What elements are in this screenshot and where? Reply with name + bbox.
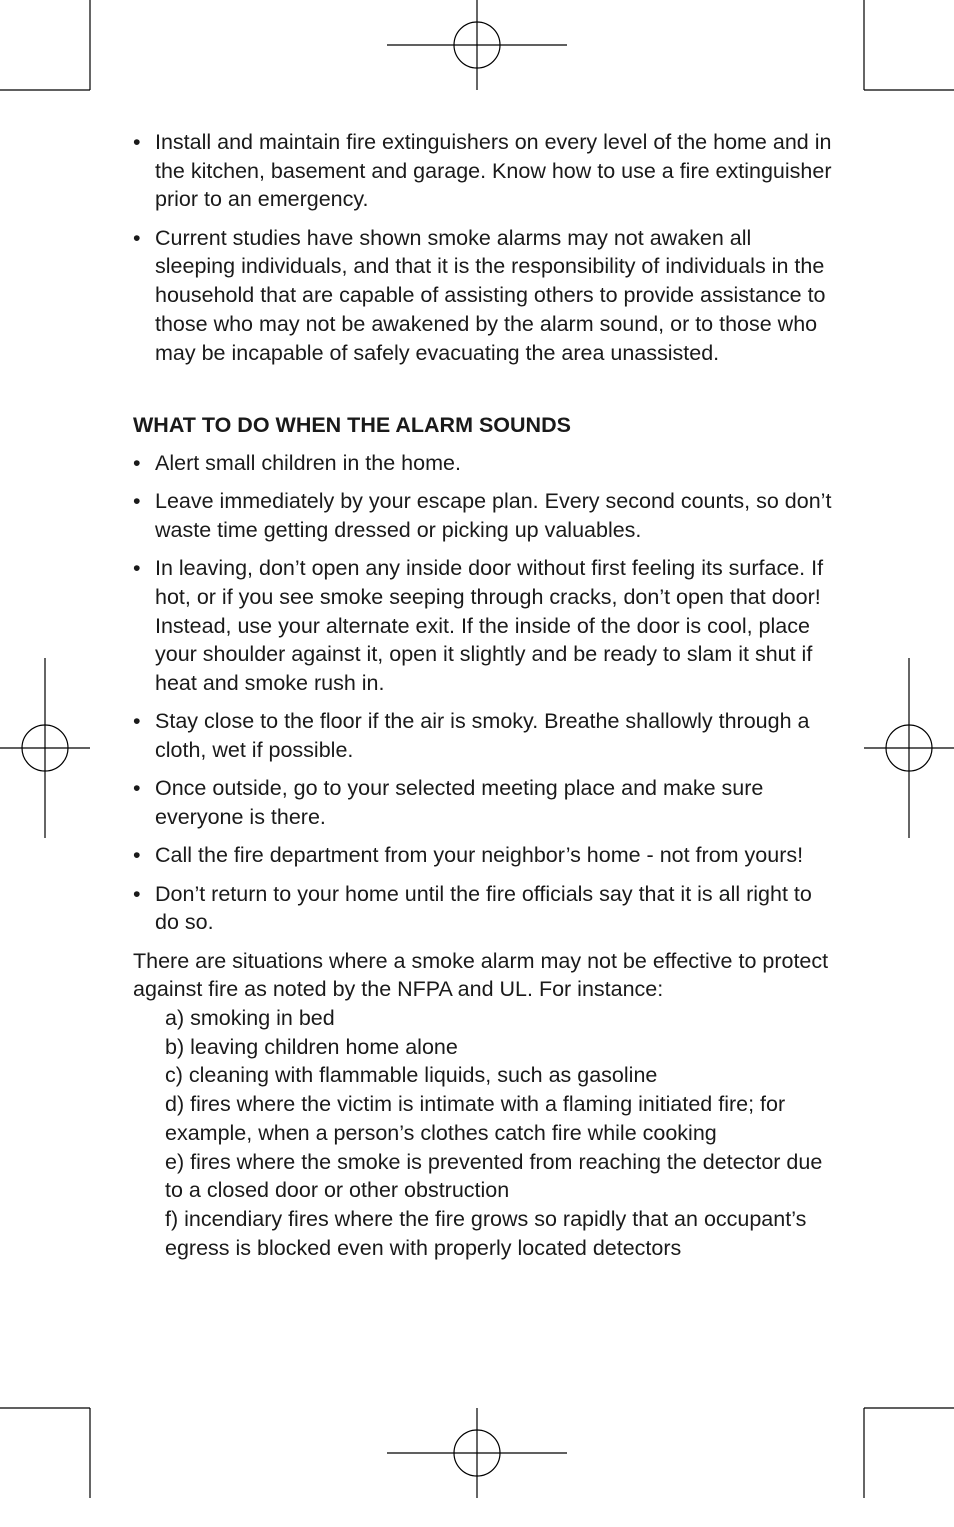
list-item [133, 707, 833, 764]
situation-item: a) smoking in bed [165, 1006, 335, 1031]
registration-mark-top [387, 0, 567, 90]
situations-intro: There are situations where a smoke alarm may not be effective to protect against fire as noted by the NFPA and UL. For instance: [133, 948, 829, 1002]
crop-mark-bottom-right [864, 1408, 954, 1498]
alarm-actions-list [133, 449, 833, 937]
bullet-icon: • [133, 776, 141, 801]
registration-mark-left [0, 658, 90, 838]
list-item-text: Alert small children in the home. [155, 450, 461, 475]
list-item [133, 554, 833, 698]
bullet-icon: • [133, 130, 141, 154]
bullet-icon: • [133, 225, 141, 250]
list-item [133, 774, 833, 831]
bullet-icon: • [133, 843, 141, 868]
bullet-icon: • [133, 489, 141, 514]
section-heading: WHAT TO DO WHEN THE ALARM SOUNDS [133, 413, 571, 438]
list-item [133, 880, 833, 937]
bullet-icon: • [133, 881, 141, 906]
registration-mark-right [864, 658, 954, 838]
list-item-text: Don’t return to your home until the fire officials say that it is all right to do so. [155, 881, 812, 935]
crop-mark-bottom-left [0, 1408, 90, 1498]
list-item-text: Leave immediately by your escape plan. Every second counts, so don’t waste time getting dressed or picking up valuables. [155, 489, 832, 542]
bullet-icon: • [133, 556, 141, 581]
crop-mark-top-left [0, 0, 90, 90]
precautions-list [133, 128, 833, 367]
list-item-text: Install and maintain fire extinguishers on every level of the home and in the kitchen, basement and garage. Know how to use a fire extinguisher prior to an emergency. [155, 130, 832, 212]
registration-mark-bottom [387, 1408, 567, 1498]
list-item-text: In leaving, don’t open any inside door without first feeling its surface. If hot, or if you see smoke seeping through cracks, don’t open that door! Instead, use your alternate exit. If the inside of the door is cool, place your shoulder against it, open it slightly and be ready to slam it shut if heat and smoke rush in. [155, 556, 824, 696]
list-item-text: Current studies have shown smoke alarms may not awaken all sleeping individuals, and that it is the responsibility of individuals in the household that are capable of assisting others to provide assistance to those who may not be awakened by the alarm sound, or to those who may be incapable of safely evacuating the area unassisted. [155, 225, 826, 365]
situations-list [133, 1004, 833, 1262]
list-item [133, 128, 833, 214]
situation-item: f) incendiary fires where the fire grows so rapidly that an occupant’s egress is blocked even with properly located detectors [165, 1206, 807, 1260]
situation-item: e) fires where the smoke is prevented from reaching the detector due to a closed door or other obstruction [165, 1149, 823, 1203]
situation-item: b) leaving children home alone [165, 1034, 458, 1059]
bullet-icon: • [133, 709, 141, 734]
crop-mark-top-right [864, 0, 954, 90]
list-item [133, 224, 833, 368]
situation-item: d) fires where the victim is intimate with a flaming initiated fire; for example, when a person’s clothes catch fire while cooking [165, 1092, 786, 1145]
list-item [133, 841, 833, 870]
list-item [133, 487, 833, 544]
document-body [133, 128, 833, 1262]
bullet-icon: • [133, 450, 141, 475]
list-item [133, 449, 833, 478]
list-item-text: Call the fire department from your neighbor’s home - not from yours! [155, 843, 804, 868]
list-item-text: Stay close to the floor if the air is smoky. Breathe shallowly through a cloth, wet if possible. [155, 709, 810, 763]
list-item-text: Once outside, go to your selected meeting place and make sure everyone is there. [155, 776, 764, 830]
situation-item: c) cleaning with flammable liquids, such as gasoline [165, 1063, 658, 1088]
